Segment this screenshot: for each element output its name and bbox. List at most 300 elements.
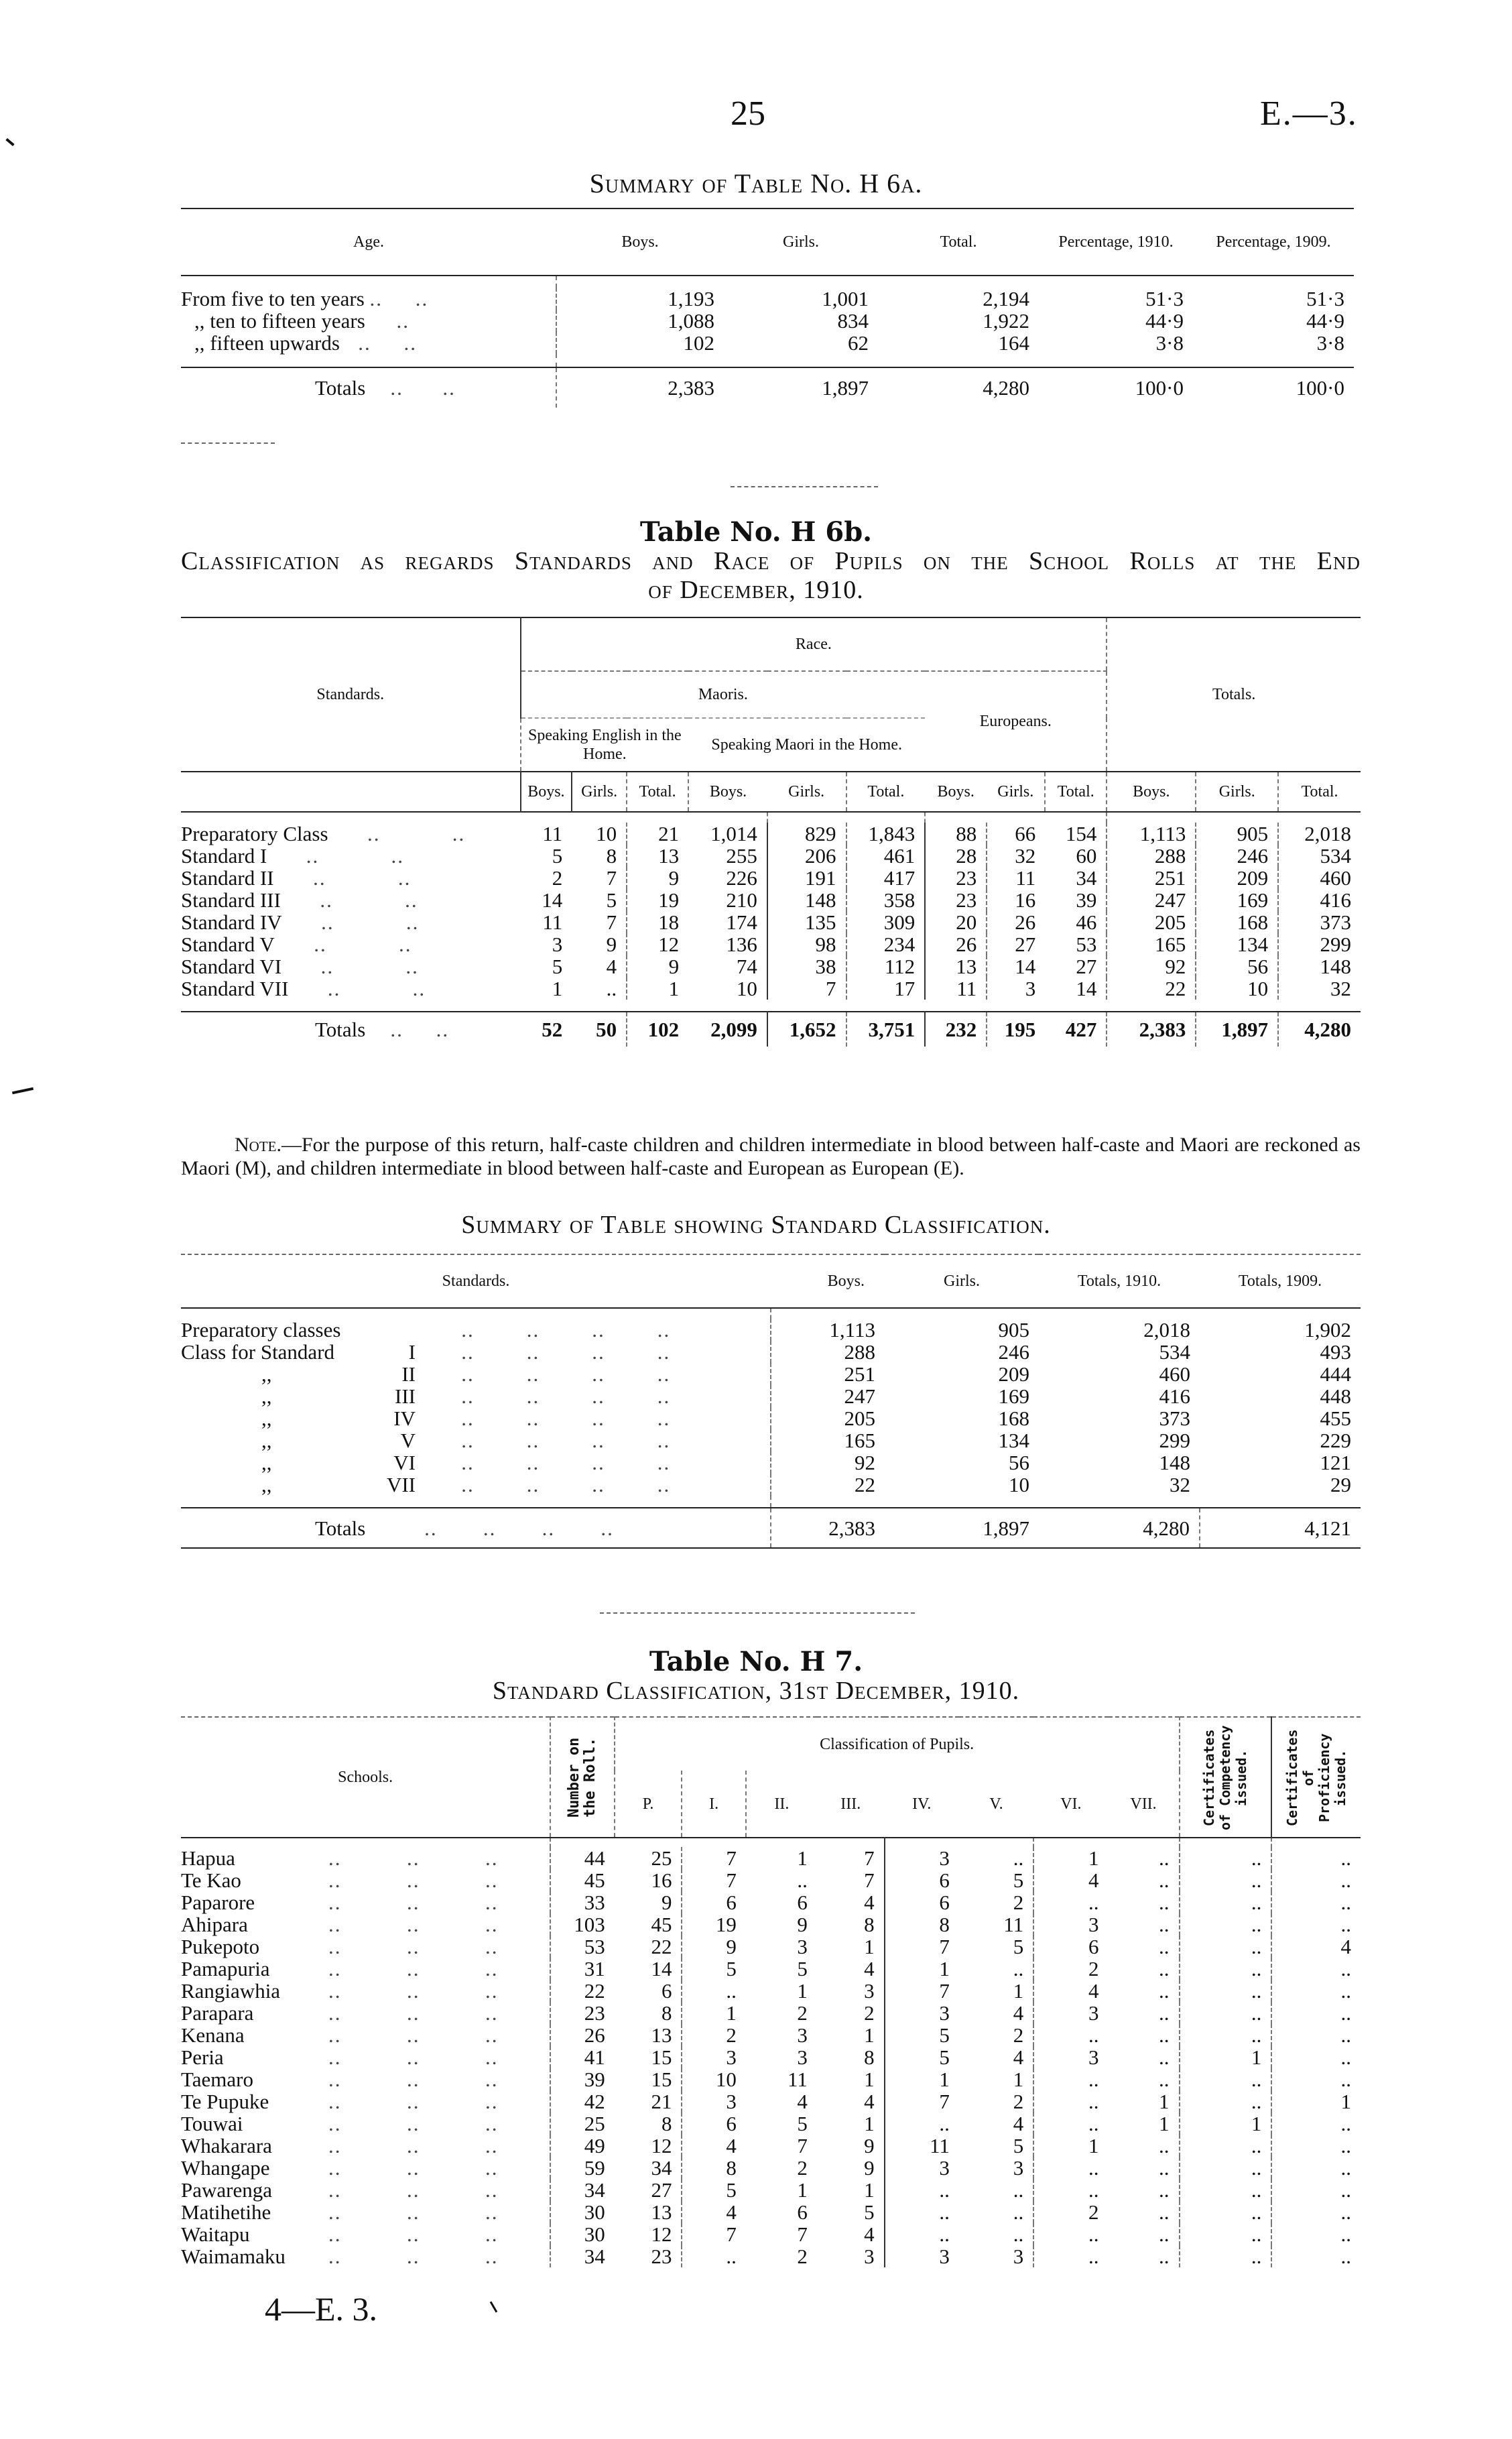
table-row: [181, 1847, 1361, 1869]
cell-pct-1910: 44·9: [1145, 309, 1184, 333]
table-cell: 14: [1076, 977, 1097, 1000]
table-cell: 226: [726, 866, 757, 890]
table-cell: 3: [797, 2023, 808, 2047]
col-header-boys: Boys.: [937, 783, 974, 800]
row-label: Standard II: [181, 866, 274, 890]
table-cell: 56: [1196, 955, 1278, 977]
table-cell: ..: [1271, 1847, 1361, 1869]
table-cell: 9: [627, 955, 688, 977]
row-label-cell: [181, 867, 521, 889]
school-name: Matihetihe: [181, 2200, 271, 2224]
table-cell: 9: [864, 2134, 875, 2157]
table-row: [181, 1474, 1361, 1496]
table-cell: 3: [864, 2245, 875, 2268]
col-header-class-iii: III.: [840, 1795, 861, 1813]
table-cell: 33: [550, 1891, 614, 1913]
row-label-cell: [181, 933, 521, 955]
table-cell: 1: [1013, 2068, 1024, 2091]
table-row: [181, 2157, 1361, 2179]
school-label-cell: [181, 1891, 550, 1913]
col-header-boys: Boys.: [827, 1272, 865, 1290]
table-cell: 247: [1107, 889, 1196, 911]
table-cell: ..: [1033, 2024, 1108, 2046]
row-label-cell: [181, 1407, 771, 1429]
row-label-cell: [181, 955, 521, 977]
table-cell: ..: [1013, 2200, 1024, 2224]
table-cell: 26: [550, 2024, 614, 2046]
row-standard-numeral: II: [401, 1362, 416, 1386]
cell-pct-1909: 3·8: [1316, 331, 1344, 355]
table-cell: 6: [682, 2113, 745, 2135]
table-cell: ..: [1271, 2002, 1361, 2024]
row-standard-numeral: VII: [386, 1473, 416, 1496]
col-header-girls: Girls.: [788, 783, 825, 800]
col-header-age: Age.: [353, 233, 384, 251]
table-cell: 7: [606, 866, 617, 890]
table-cell: ..: [1180, 1913, 1272, 1936]
col-header-class-vi: VI.: [1060, 1795, 1082, 1813]
table-cell-boys: 165: [771, 1429, 885, 1451]
table-cell: 13: [627, 845, 688, 867]
table-cell: 2: [1013, 1891, 1024, 1914]
school-name: Parapara: [181, 2001, 254, 2025]
row-prefix: ,,: [261, 1362, 272, 1386]
table-row: [181, 2113, 1361, 2135]
table-cell: 5: [1013, 2134, 1024, 2157]
leader-dots: .. .. .. ..: [416, 1340, 671, 1364]
table-cell: 59: [550, 2157, 614, 2179]
table-cell: ..: [1159, 2001, 1170, 2025]
row-label-cell: [181, 977, 521, 1000]
table-cell: 9: [797, 1913, 808, 1936]
table-cell-girls: 209: [998, 1362, 1029, 1386]
table-cell: 10: [682, 2068, 745, 2090]
row-standard-numeral: VI: [393, 1451, 416, 1474]
table-cell: 45: [651, 1913, 672, 1936]
col-header-speaking-english: Speaking English in the Home.: [521, 718, 689, 772]
table-cell: 74: [736, 955, 757, 978]
table-cell: 7: [885, 1980, 959, 2002]
table-cell-t1910: 2,018: [1143, 1318, 1190, 1342]
h6b-body: [181, 812, 1361, 1000]
col-header-totals-1909: Totals, 1909.: [1238, 1272, 1322, 1290]
table-cell: ..: [1159, 2023, 1170, 2047]
total-1910: 4,280: [1143, 1516, 1190, 1540]
note-text: —For the purpose of this return, half-caste children and children intermediate in blood between half-caste and Maori are reckoned as Maori (M), and children intermediate in blood between half-caste and European as European (E).: [181, 1134, 1361, 1179]
divider: [181, 442, 275, 444]
table-cell: 34: [550, 2245, 614, 2267]
school-label-cell: [181, 2090, 550, 2113]
total-cell: 195: [987, 1012, 1045, 1047]
col-header-boys: Boys.: [1107, 772, 1196, 812]
leader-dots: .. .. ..: [328, 2068, 499, 2091]
row-label-cell: [181, 1363, 771, 1385]
table-cell: ..: [1033, 2113, 1108, 2135]
totals-label: Totals: [315, 1516, 366, 1540]
table-cell: 461: [846, 845, 926, 867]
table-cell: 32: [987, 845, 1045, 867]
table-cell-boys: 205: [771, 1407, 885, 1429]
table-row: [181, 1341, 1361, 1363]
table-cell: 3: [1033, 1913, 1108, 1936]
total-boys: 2,383: [556, 367, 724, 408]
table-cell: 21: [627, 823, 688, 845]
table-row: [181, 2245, 1361, 2267]
school-name: Kenana: [181, 2023, 245, 2047]
total-cell: 50: [596, 1018, 617, 1041]
row-prefix: Preparatory classes: [181, 1318, 341, 1342]
table-cell: 1: [885, 1958, 959, 1980]
table-cell: 5: [885, 2046, 959, 2068]
h6a-summary-table: [181, 208, 1354, 408]
table-cell: 26: [925, 933, 987, 955]
col-header-europeans: Europeans.: [979, 713, 1052, 730]
table-cell: ..: [1013, 1957, 1024, 1980]
table-cell-t1909: 229: [1320, 1429, 1351, 1452]
table-cell: ..: [1033, 2157, 1108, 2179]
table-cell: 5: [797, 2112, 808, 2135]
table-cell: 4: [682, 2201, 745, 2223]
col-header-total: Total.: [940, 233, 977, 251]
col-header-boys: Boys.: [688, 772, 767, 812]
table-cell: 829: [767, 823, 846, 845]
table-cell: 1: [682, 2002, 745, 2024]
table-cell: 246: [1196, 845, 1278, 867]
totals-label: Totals: [315, 376, 366, 400]
table-cell: 21: [651, 2090, 672, 2113]
col-header-class-ii: II.: [746, 1771, 817, 1838]
scan-mark: [12, 1087, 34, 1095]
total-cell: 52: [542, 1018, 563, 1041]
col-header-girls: Girls.: [572, 772, 627, 812]
table-cell: 174: [726, 910, 757, 934]
table-cell: 16: [651, 1868, 672, 1892]
table-row: [181, 1363, 1361, 1385]
row-label: Standard VII: [181, 977, 289, 1000]
table-cell-girls: 134: [998, 1429, 1029, 1452]
table-cell: 7: [682, 2223, 745, 2245]
table-cell: 3: [885, 2157, 959, 2179]
table-cell-boys: 92: [771, 1451, 885, 1474]
total-cell: 2,099: [710, 1018, 757, 1041]
col-header-girls: Girls.: [997, 783, 1034, 800]
row-label-cell: [181, 845, 521, 867]
school-name: Te Pupuke: [181, 2090, 269, 2113]
table-cell: 10: [596, 822, 617, 845]
table-cell: 10: [736, 977, 757, 1000]
table-cell: 1,113: [1107, 823, 1196, 845]
table-cell: 8: [885, 1913, 959, 1936]
table-cell: 5: [1013, 1935, 1024, 1958]
school-name: Pamapuria: [181, 1957, 270, 1980]
table-cell: 30: [550, 2223, 614, 2245]
row-label: From five to ten years: [181, 287, 365, 310]
leader-dots: .. ..: [267, 844, 405, 868]
table-cell: 2: [1013, 2090, 1024, 2113]
table-cell: ..: [1271, 2201, 1361, 2223]
table-cell-t1910: 534: [1159, 1340, 1190, 1364]
table-row: [181, 1913, 1361, 1936]
table-cell: 7: [767, 977, 846, 1000]
table-cell: ..: [1271, 2046, 1361, 2068]
table-cell: 3: [987, 977, 1045, 1000]
table-row: [181, 977, 1361, 1000]
table-cell: 134: [1196, 933, 1278, 955]
table-cell-boys: 247: [771, 1385, 885, 1407]
table-cell: ..: [1033, 1891, 1108, 1913]
table-cell: 39: [550, 2068, 614, 2090]
table-cell: 11: [788, 2068, 808, 2091]
row-label-cell: [181, 1451, 771, 1474]
table-cell: ..: [1159, 1957, 1170, 1980]
school-name: Rangiawhia: [181, 1979, 281, 2003]
table-cell: 1: [864, 2068, 875, 2091]
table-cell: 209: [1196, 867, 1278, 889]
table-cell: 23: [550, 2002, 614, 2024]
h6b-note: [181, 1133, 1361, 1180]
leader-dots: .. .. ..: [328, 1891, 499, 1914]
school-name: Whakarara: [181, 2134, 272, 2157]
table-cell-girls: 168: [998, 1407, 1029, 1430]
table-cell: 39: [1076, 888, 1097, 912]
leader-dots: .. .. ..: [328, 2090, 499, 2113]
table-cell: 1: [1180, 2046, 1272, 2068]
table-cell: 27: [987, 933, 1045, 955]
table-cell: 4: [1271, 1936, 1361, 1958]
row-label: Standard V: [181, 933, 275, 956]
table-cell-t1909: 1,902: [1304, 1318, 1351, 1342]
table-row: [181, 2002, 1361, 2024]
table-cell: 534: [1278, 845, 1361, 867]
table-cell: 4: [864, 1891, 875, 1914]
table-cell: 53: [1076, 933, 1097, 956]
table-cell: 417: [846, 867, 926, 889]
table-cell: 30: [550, 2201, 614, 2223]
table-cell-boys: 1,113: [771, 1319, 885, 1341]
table-cell: 1: [1271, 2090, 1361, 2113]
school-name: Hapua: [181, 1846, 235, 1870]
table-row: From five to ten years .. .. 1,193 1,001 2,194 51·3 51·3: [181, 288, 1354, 310]
note-head: Note.: [235, 1134, 281, 1156]
cell-boys: 1,193: [556, 288, 724, 310]
table-cell: 3: [797, 2045, 808, 2069]
total-cell: 427: [1065, 1018, 1097, 1041]
table-cell: 4: [1013, 2112, 1024, 2135]
table-row: [181, 823, 1361, 845]
table-cell: 5: [1013, 1868, 1024, 1892]
table-cell: 1,014: [710, 822, 757, 845]
table-row: [181, 1429, 1361, 1451]
table-cell: 1: [552, 977, 563, 1000]
cell-pct-1909: 51·3: [1306, 287, 1344, 310]
col-header-pct-1909: Percentage, 1909.: [1216, 233, 1331, 251]
table-cell: 5: [885, 2024, 959, 2046]
table-cell: ..: [606, 977, 617, 1000]
table-cell: 66: [987, 823, 1045, 845]
row-prefix: ,,: [261, 1473, 272, 1496]
table-cell: 416: [1278, 889, 1361, 911]
table-cell: 5: [682, 1958, 745, 1980]
table-cell: 15: [651, 2068, 672, 2091]
school-name: Taemaro: [181, 2068, 253, 2091]
col-header-speaking-maori: Speaking Maori in the Home.: [711, 736, 902, 754]
table-cell: 6: [1033, 1936, 1108, 1958]
total-boys: 2,383: [771, 1508, 885, 1548]
table-cell: 12: [651, 2222, 672, 2246]
col-header-total: Total.: [627, 772, 688, 812]
table-cell: ..: [1271, 1869, 1361, 1891]
table-cell: ..: [1159, 2045, 1170, 2069]
table-cell: ..: [1159, 1935, 1170, 1958]
leader-dots: .. ..: [280, 888, 418, 912]
table-cell: 26: [987, 911, 1045, 933]
cell-pct-1910: 3·8: [1155, 331, 1184, 355]
table-cell: ..: [682, 1980, 745, 2002]
scan-mark: [5, 138, 14, 146]
h6b-subtitle-line1: Classification as regards Standards and Race of Pupils on the School Rolls at the End: [181, 547, 1361, 575]
leader-dots: .. ..: [288, 977, 426, 1000]
table-cell: 14: [651, 1957, 672, 1980]
leader-dots: .. ..: [273, 866, 412, 890]
table-cell: 1: [1033, 1847, 1108, 1869]
table-cell: 19: [627, 889, 688, 911]
table-cell: 299: [1278, 933, 1361, 955]
table-cell: ..: [1271, 2223, 1361, 2245]
table-cell: 5: [552, 844, 563, 868]
table-cell-t1910: 299: [1159, 1429, 1190, 1452]
table-cell: 3: [864, 1979, 875, 2003]
total-cell: 1,652: [767, 1012, 846, 1047]
leader-dots: .. .. ..: [328, 2112, 499, 2135]
table-cell: ..: [1180, 1891, 1272, 1913]
table-cell: 358: [846, 889, 926, 911]
row-prefix: ,,: [261, 1407, 272, 1430]
cell-boys: 1,088: [556, 310, 724, 332]
col-header-total: Total.: [1045, 772, 1107, 812]
table-cell: 1,843: [846, 823, 926, 845]
table-cell: 22: [651, 1935, 672, 1958]
table-cell: 251: [1107, 867, 1196, 889]
table-cell: ..: [1180, 2179, 1272, 2201]
cell-total: 164: [998, 331, 1029, 355]
row-prefix: ,,: [261, 1451, 272, 1474]
row-standard-numeral: V: [400, 1429, 416, 1452]
table-cell: ..: [1180, 2002, 1272, 2024]
table-cell: 7: [864, 1846, 875, 1870]
table-cell: 7: [682, 1869, 745, 1891]
total-cell: 232: [925, 1012, 987, 1047]
standard-summary-table: [181, 1254, 1361, 1549]
table-cell: 11: [987, 867, 1045, 889]
cell-boys: 102: [556, 332, 724, 354]
table-row: [181, 1958, 1361, 1980]
leader-dots: .. .. ..: [328, 2178, 499, 2202]
table-cell: 5: [606, 888, 617, 912]
table-cell: 11: [542, 910, 563, 934]
table-cell: 27: [1076, 955, 1097, 978]
table-row: [181, 889, 1361, 911]
table-cell: ..: [1180, 2157, 1272, 2179]
school-name: Paparore: [181, 1891, 255, 1914]
table-cell: 136: [726, 933, 757, 956]
table-cell: ..: [1180, 2223, 1272, 2245]
total-cell: 1,897: [1196, 1012, 1278, 1047]
total-cell: 3,751: [846, 1012, 926, 1047]
table-cell: 2: [864, 2001, 875, 2025]
table-cell: 98: [767, 933, 846, 955]
cell-girls: 1,001: [822, 287, 869, 310]
table-cell: 11: [1003, 1913, 1024, 1936]
leader-dots: .. .. ..: [328, 1846, 499, 1870]
table-cell: ..: [1180, 2201, 1272, 2223]
table-cell: 7: [797, 2134, 808, 2157]
row-label-cell: [181, 1474, 771, 1496]
table-cell: 3: [1013, 2245, 1024, 2268]
table-cell: 3: [885, 2002, 959, 2024]
table-cell: 6: [797, 1891, 808, 1914]
table-cell: 205: [1107, 911, 1196, 933]
table-cell: ..: [1159, 2178, 1170, 2202]
leader-dots: .. .. ..: [328, 2045, 499, 2069]
h6a-summary-title: Summary of Table No. H 6a.: [589, 168, 923, 198]
leader-dots: .. ..: [281, 910, 420, 934]
cell-total: 1,922: [983, 309, 1029, 333]
table-cell: ..: [1271, 2068, 1361, 2090]
col-header-boys: Boys.: [621, 233, 659, 251]
table-cell: ..: [1159, 2222, 1170, 2246]
leader-dots: .. .. ..: [328, 2200, 499, 2224]
table-cell: 4: [864, 2090, 875, 2113]
table-row: [181, 1385, 1361, 1407]
table-cell: ..: [1271, 2179, 1361, 2201]
table-cell: 148: [767, 889, 846, 911]
table-cell: 8: [682, 2157, 745, 2179]
table-cell: 165: [1107, 933, 1196, 955]
total-all: 4,280: [983, 376, 1029, 400]
table-cell: 103: [550, 1913, 614, 1936]
table-row: [181, 1891, 1361, 1913]
school-name: Peria: [181, 2045, 224, 2069]
school-label-cell: [181, 2046, 550, 2068]
table-row: [181, 933, 1361, 955]
table-cell: 11: [542, 822, 563, 845]
table-cell: 154: [1065, 822, 1097, 845]
table-cell: 234: [846, 933, 926, 955]
table-cell: ..: [1159, 2245, 1170, 2268]
table-row: [181, 2135, 1361, 2157]
table-cell: 45: [550, 1869, 614, 1891]
table-cell: 6: [661, 1979, 672, 2003]
col-header-standards: Standards.: [442, 1272, 510, 1290]
table-cell: 4: [682, 2135, 745, 2157]
col-header-girls: Girls.: [783, 233, 819, 251]
table-cell: ..: [1180, 2245, 1272, 2267]
table-cell: ..: [885, 2179, 959, 2201]
table-cell: 6: [885, 1869, 959, 1891]
table-cell: 7: [797, 2222, 808, 2246]
school-label-cell: [181, 2179, 550, 2201]
table-cell-girls: 905: [998, 1318, 1029, 1342]
table-cell: 4: [1033, 1980, 1108, 2002]
table-cell: ..: [1159, 2134, 1170, 2157]
school-name: Pawarenga: [181, 2178, 272, 2202]
table-cell: 4: [797, 2090, 808, 2113]
divider: [731, 486, 878, 487]
table-cell: ..: [1159, 2200, 1170, 2224]
table-cell: 22: [550, 1980, 614, 2002]
table-cell: 22: [1107, 977, 1196, 1000]
table-cell: ..: [1180, 2090, 1272, 2113]
